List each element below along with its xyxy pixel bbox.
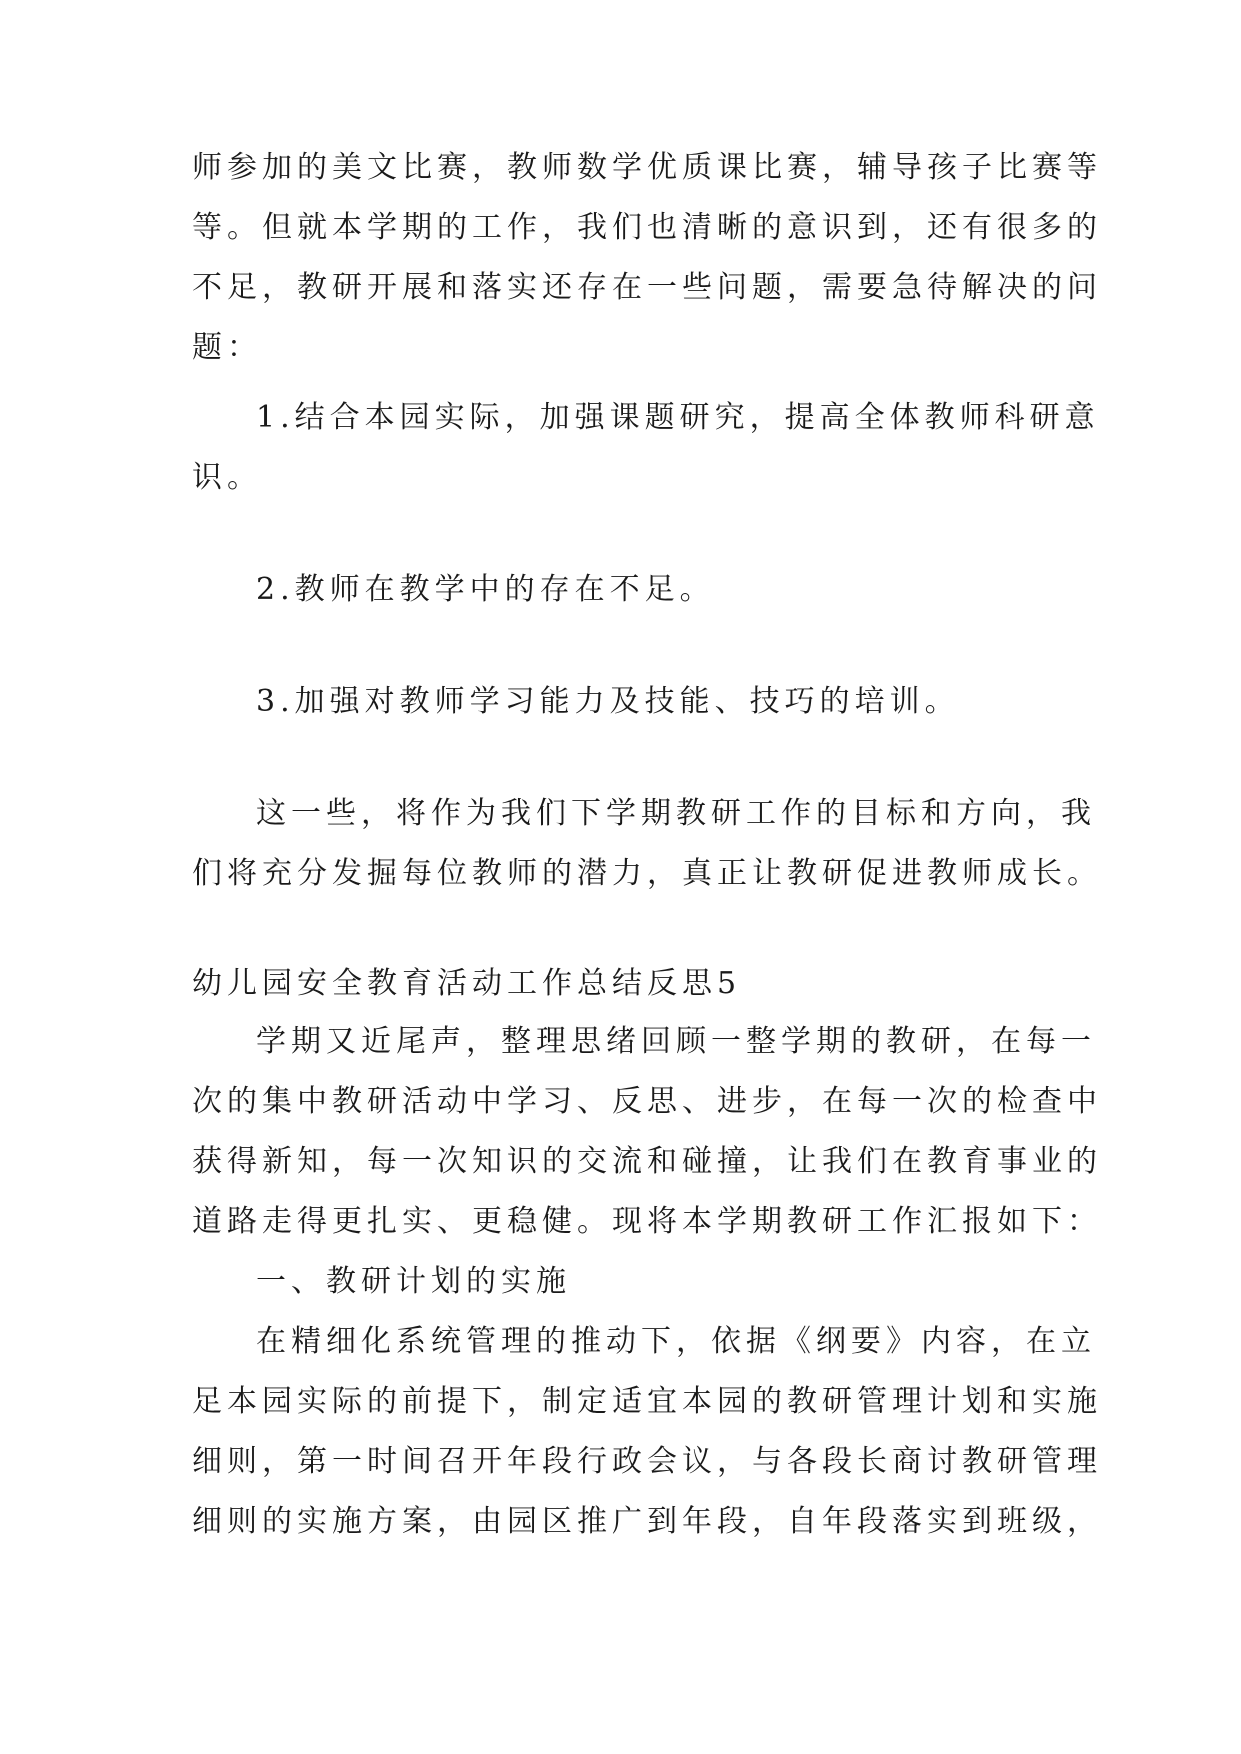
text-line: 等。但就本学期的工作，我们也清晰的意识到，还有很多的 [192, 210, 1102, 245]
text-line: 1.结合本园实际，加强课题研究，提高全体教师科研意 [256, 400, 1100, 435]
text-line: 足本园实际的前提下，制定适宜本园的教研管理计划和实施 [192, 1384, 1102, 1419]
text-line: 题： [192, 330, 262, 365]
subsection-heading: 一、教研计划的实施 [256, 1264, 571, 1299]
text-line: 学期又近尾声，整理思绪回顾一整学期的教研，在每一 [256, 1024, 1096, 1059]
text-line: 3.加强对教师学习能力及技能、技巧的培训。 [256, 684, 960, 719]
text-line: 们将充分发掘每位教师的潜力，真正让教研促进教师成长。 [192, 856, 1102, 891]
text-line: 在精细化系统管理的推动下，依据《纲要》内容，在立 [256, 1324, 1096, 1359]
text-line: 道路走得更扎实、更稳健。现将本学期教研工作汇报如下： [192, 1204, 1102, 1239]
text-line: 不足，教研开展和落实还存在一些问题，需要急待解决的问 [192, 270, 1102, 305]
text-line: 次的集中教研活动中学习、反思、进步，在每一次的检查中 [192, 1084, 1102, 1119]
section-heading: 幼儿园安全教育活动工作总结反思5 [192, 966, 742, 1001]
text-line: 2.教师在教学中的存在不足。 [256, 572, 715, 607]
text-line: 获得新知，每一次知识的交流和碰撞，让我们在教育事业的 [192, 1144, 1102, 1179]
text-line: 这一些，将作为我们下学期教研工作的目标和方向，我 [256, 796, 1096, 831]
text-line: 识。 [192, 460, 262, 495]
text-line: 细则的实施方案，由园区推广到年段，自年段落实到班级， [192, 1504, 1102, 1539]
text-line: 师参加的美文比赛，教师数学优质课比赛，辅导孩子比赛等 [192, 150, 1102, 185]
text-line: 细则，第一时间召开年段行政会议，与各段长商讨教研管理 [192, 1444, 1102, 1479]
